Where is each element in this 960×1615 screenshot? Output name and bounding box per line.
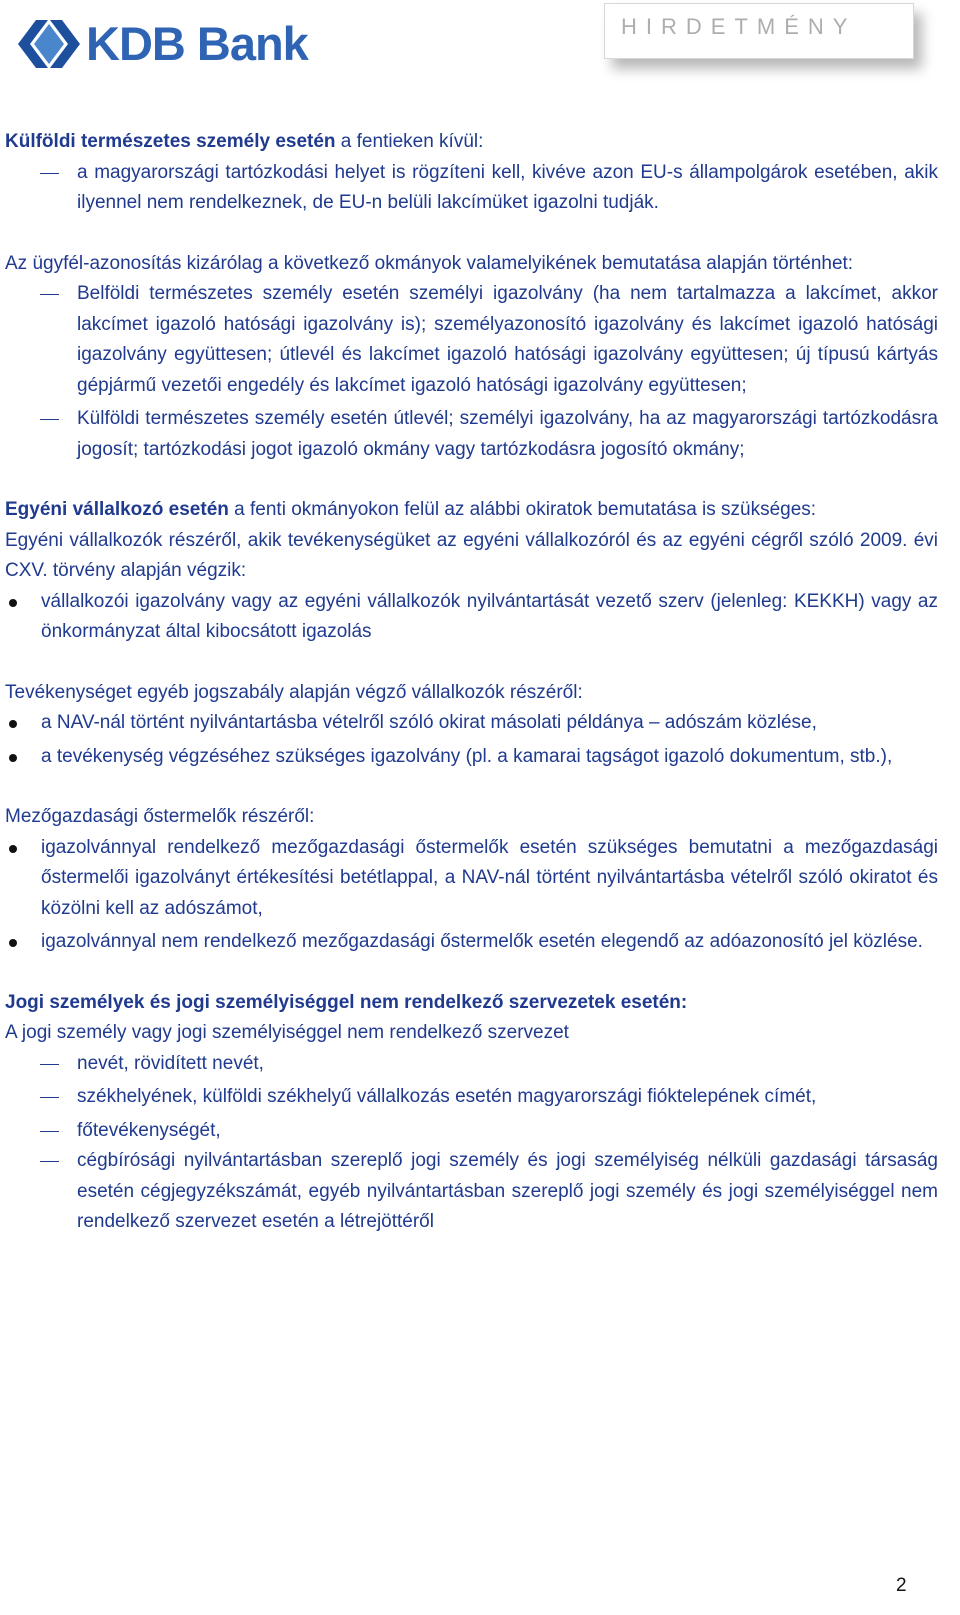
list-item: a tevékenység végzéséhez szükséges igazolvány (pl. a kamarai tagságot igazoló dokumentum, stb.), (5, 742, 938, 773)
section4-intro: Tevékenységet egyéb jogszabály alapján végző vállalkozók részéről: (5, 681, 583, 703)
stamp-text: HIRDETMÉNY (621, 14, 857, 39)
section5-intro: Mezőgazdasági őstermelők részéről: (5, 806, 315, 827)
section1-intro-bold: Külföldi természetes személy esetén (5, 131, 336, 152)
document-body (5, 127, 938, 1238)
kdb-logo-icon (18, 16, 80, 72)
section1-intro-rest: a fentieken kívül: (335, 131, 484, 152)
section1-list (5, 158, 938, 219)
list-item: cégbírósági nyilvántartásban szereplő jogi személy és jogi személyiség nélküli gazdasági társaság esetén cégjegyzékszámát, egyéb nyilvántartásban szereplő jogi személy és jogi személyiséggel nem rendelkező szervezet esetén a létrejöttéről (5, 1146, 938, 1238)
section3-list (5, 587, 938, 648)
list-item: Külföldi természetes személy esetén útlevél; személyi igazolvány, ha az magyarországi tartózkodásra jogosít; tartózkodási jogot igazoló okmány vagy tartózkodásra jogosító okmány; (5, 404, 938, 465)
section2-list (5, 279, 938, 465)
section3-intro (5, 495, 938, 526)
section3-intro-bold: Egyéni vállalkozó esetén (5, 499, 229, 520)
section5-list (5, 833, 938, 958)
section6-intro: A jogi személy vagy jogi személyiséggel nem rendelkező szervezet (5, 1022, 569, 1043)
list-item: Belföldi természetes személy esetén személyi igazolvány (ha nem tartalmazza a lakcímet, akkor lakcímet igazoló hatósági igazolvány is); személyazonosító igazolvány és lakcímet igazoló hatósági igazolvány együttesen; útlevél és lakcímet igazoló hatósági igazolvány együttesen; új típusú kártyás gépjármű vezetői engedély és lakcímet igazoló hatósági igazolvány együttesen; (5, 279, 938, 401)
page-number: 2 (896, 1575, 907, 1596)
list-item: igazolvánnyal nem rendelkező mezőgazdasági őstermelők esetén elegendő az adóazonosító jel közlése. (5, 927, 938, 958)
list-item: főtevékenységét, (5, 1116, 938, 1147)
section1-intro (5, 127, 938, 158)
section3-sub-intro: Egyéni vállalkozók részéről, akik tevékenységüket az egyéni vállalkozóról és az egyéni cégről szóló 2009. évi CXV. törvény alapján végzik: (5, 529, 938, 581)
list-item: vállalkozói igazolvány vagy az egyéni vállalkozók nyilvántartását vezető szerv (jelenleg: KEKKH) vagy az önkormányzat által kibocsátott igazolás (5, 587, 938, 648)
list-item: igazolvánnyal rendelkező mezőgazdasági őstermelők esetén szükséges bemutatni a mezőgazdasági őstermelői igazolványt értékesítési betétlappal, a NAV-nál történt nyilvántartásba vételről szóló okiratot és közölni kell az adószámot, (5, 833, 938, 925)
announcement-stamp (604, 3, 914, 59)
section6-list (5, 1049, 938, 1238)
section2-intro: Az ügyfél-azonosítás kizárólag a következő okmányok valamelyikének bemutatása alapján történhet: (5, 252, 854, 274)
list-item: a magyarországi tartózkodási helyet is rögzíteni kell, kivéve azon EU-s állampolgárok esetében, akik ilyennel nem rendelkeznek, de EU-n belüli lakcímüket igazolni tudják. (5, 158, 938, 219)
logo-text: KDB Bank (86, 17, 308, 70)
list-item: a NAV-nál történt nyilvántartásba vételről szóló okirat másolati példánya – adószám közlése, (5, 708, 938, 739)
kdb-bank-logo (18, 14, 308, 74)
section4-list (5, 708, 938, 772)
list-item: székhelyének, külföldi székhelyű vállalkozás esetén magyarországi fióktelepének címét, (5, 1082, 938, 1113)
section3-intro-rest: a fenti okmányokon felül az alábbi okiratok bemutatása is szükséges: (228, 499, 817, 520)
list-item: nevét, rövidített nevét, (5, 1049, 938, 1080)
section6-heading: Jogi személyek és jogi személyiséggel nem rendelkező szervezetek esetén: (5, 991, 688, 1013)
page-header (0, 0, 960, 100)
